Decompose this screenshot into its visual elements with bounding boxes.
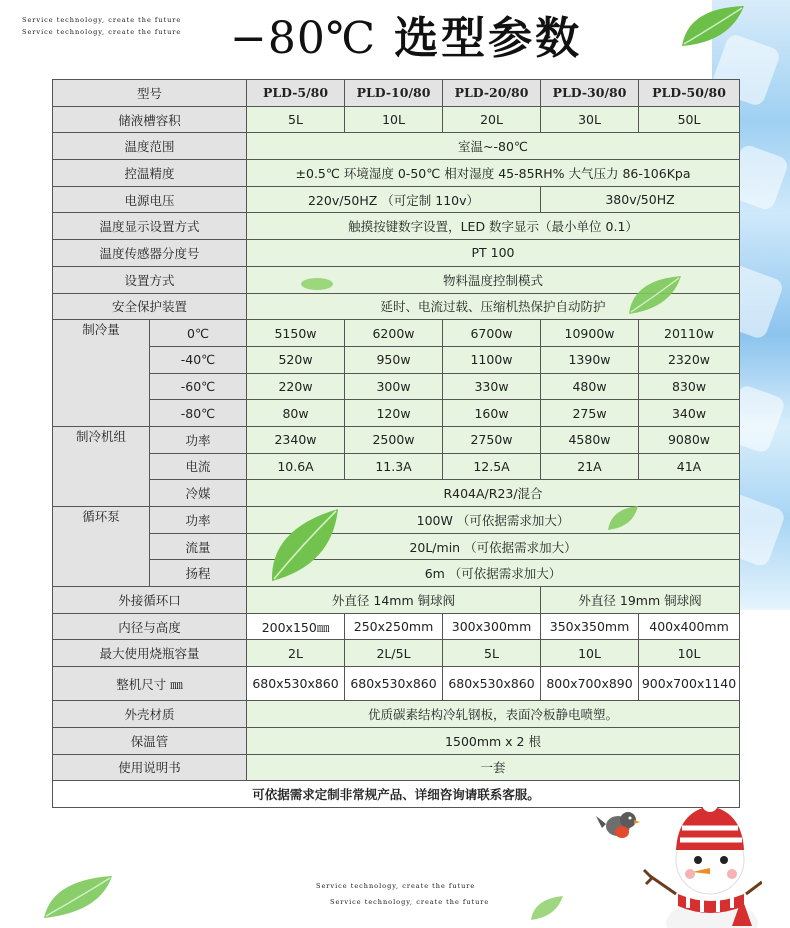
- value-cell: 6700w: [443, 320, 541, 347]
- table-row-sensor: [53, 240, 740, 267]
- table-row-unit-current: [53, 453, 740, 480]
- row-label: 型号: [53, 80, 247, 107]
- value-cell: 2L/5L: [345, 640, 443, 667]
- page-title: [230, 2, 582, 66]
- value-cell: 20L/min （可依据需求加大）: [247, 533, 740, 560]
- value-cell: 300x300mm: [443, 613, 541, 640]
- row-label: 安全保护装置: [53, 293, 247, 320]
- table-row-inner: [53, 613, 740, 640]
- table-row-shell: [53, 701, 740, 728]
- value-cell: 200x150㎜: [247, 613, 345, 640]
- value-cell: 41A: [639, 453, 740, 480]
- sub-label: 流量: [150, 533, 247, 560]
- value-cell: 160w: [443, 400, 541, 427]
- value-cell: 520w: [247, 346, 345, 373]
- row-label: 保温管: [53, 727, 247, 754]
- row-group-label: 制冷机组: [53, 426, 150, 506]
- row-label: 温度范围: [53, 133, 247, 160]
- row-label: 最大使用烧瓶容量: [53, 640, 247, 667]
- value-cell: R404A/R23/混合: [247, 480, 740, 507]
- value-cell: 10L: [541, 640, 639, 667]
- table-row-ext: [53, 587, 740, 614]
- sub-label: 0℃: [150, 320, 247, 347]
- table-row-manual: [53, 754, 740, 781]
- header-tagline-2: Service technology, create the future: [22, 28, 182, 36]
- header-tagline-1: Service technology, create the future: [22, 16, 182, 24]
- table-row-power: [53, 186, 740, 213]
- row-label: 使用说明书: [53, 754, 247, 781]
- leaf-icon: [300, 276, 334, 292]
- title-temperature: −80℃: [230, 13, 377, 64]
- value-cell: 4580w: [541, 426, 639, 453]
- value-cell: 250x250mm: [345, 613, 443, 640]
- value-cell: 2500w: [345, 426, 443, 453]
- value-cell: 20110w: [639, 320, 740, 347]
- value-cell: 340w: [639, 400, 740, 427]
- value-cell: 50L: [639, 106, 740, 133]
- value-cell: 1390w: [541, 346, 639, 373]
- value-cell: 触摸按键数字设置，LED 数字显示（最小单位 0.1）: [247, 213, 740, 240]
- sub-label: -60℃: [150, 373, 247, 400]
- row-label: 控温精度: [53, 160, 247, 187]
- row-label: 温度传感器分度号: [53, 240, 247, 267]
- value-cell: 6m （可依据需求加大）: [247, 560, 740, 587]
- leaf-icon: [266, 505, 342, 585]
- value-cell: 5L: [443, 640, 541, 667]
- title-text: 选型参数: [394, 13, 583, 64]
- value-cell: 220w: [247, 373, 345, 400]
- row-label: 储液槽容积: [53, 106, 247, 133]
- value-cell: 延时、电流过载、压缩机热保护自动防护: [247, 293, 740, 320]
- value-cell: 物料温度控制模式: [247, 266, 740, 293]
- table-row-display: [53, 213, 740, 240]
- value-cell: 100W （可依据需求加大）: [247, 507, 740, 534]
- value-cell: ±0.5℃ 环境湿度 0-50℃ 相对湿度 45-85RH% 大气压力 86-106Kpa: [247, 160, 740, 187]
- row-label: 整机尺寸 ㎜: [53, 667, 247, 701]
- value-cell: 300w: [345, 373, 443, 400]
- value-cell: 900x700x1140: [639, 667, 740, 701]
- footer-note: 可依据需求定制非常规产品、详细咨询请联系客服。: [53, 781, 740, 808]
- value-cell: 9080w: [639, 426, 740, 453]
- row-label: 外接循环口: [53, 587, 247, 614]
- model-cell: PLD-30/80: [541, 80, 639, 107]
- value-cell: 11.3A: [345, 453, 443, 480]
- table-row-unit-power: [53, 426, 740, 453]
- row-label: 温度显示设置方式: [53, 213, 247, 240]
- value-cell: 5L: [247, 106, 345, 133]
- table-row-cooling-3: [53, 400, 740, 427]
- value-cell: 80w: [247, 400, 345, 427]
- value-cell: 2L: [247, 640, 345, 667]
- snowman-illustration: [592, 798, 762, 928]
- value-cell: 380v/50HZ: [541, 186, 740, 213]
- leaf-icon: [625, 272, 685, 318]
- sub-label: -80℃: [150, 400, 247, 427]
- model-cell: PLD-10/80: [345, 80, 443, 107]
- table-row-pump-head: [53, 560, 740, 587]
- value-cell: 680x530x860: [345, 667, 443, 701]
- sub-label: 扬程: [150, 560, 247, 587]
- value-cell: 330w: [443, 373, 541, 400]
- value-cell: 10L: [345, 106, 443, 133]
- spec-table: [52, 79, 740, 808]
- value-cell: 21A: [541, 453, 639, 480]
- table-row-model: [53, 80, 740, 107]
- leaf-icon: [40, 872, 116, 922]
- value-cell: 10.6A: [247, 453, 345, 480]
- table-row-precision: [53, 160, 740, 187]
- sub-label: 电流: [150, 453, 247, 480]
- model-cell: PLD-50/80: [639, 80, 740, 107]
- table-row-tube: [53, 727, 740, 754]
- value-cell: 外直径 19mm 铜球阀: [541, 587, 740, 614]
- value-cell: 20L: [443, 106, 541, 133]
- row-label: 外壳材质: [53, 701, 247, 728]
- value-cell: 275w: [541, 400, 639, 427]
- value-cell: 室温~-80℃: [247, 133, 740, 160]
- table-row-pump-flow: [53, 533, 740, 560]
- value-cell: 5150w: [247, 320, 345, 347]
- table-row-tank: [53, 106, 740, 133]
- leaf-icon: [605, 503, 641, 533]
- row-group-label: 制冷量: [53, 320, 150, 427]
- value-cell: 350x350mm: [541, 613, 639, 640]
- footer-tagline-1: Service technology, create the future: [316, 882, 476, 890]
- value-cell: 1500mm x 2 根: [247, 727, 740, 754]
- table-row-cooling-0: [53, 320, 740, 347]
- value-cell: 6200w: [345, 320, 443, 347]
- leaf-icon: [678, 2, 748, 50]
- value-cell: 950w: [345, 346, 443, 373]
- value-cell: 30L: [541, 106, 639, 133]
- row-label: 内径与高度: [53, 613, 247, 640]
- value-cell: 2340w: [247, 426, 345, 453]
- row-label: 设置方式: [53, 266, 247, 293]
- leaf-icon: [528, 893, 566, 923]
- value-cell: 680x530x860: [443, 667, 541, 701]
- sub-label: 冷媒: [150, 480, 247, 507]
- value-cell: 1100w: [443, 346, 541, 373]
- value-cell: 10L: [639, 640, 740, 667]
- sub-label: -40℃: [150, 346, 247, 373]
- value-cell: 830w: [639, 373, 740, 400]
- row-label: 电源电压: [53, 186, 247, 213]
- row-group-label: 循环泵: [53, 507, 150, 587]
- sub-label: 功率: [150, 507, 247, 534]
- value-cell: 优质碳素结构冷轧钢板，表面冷板静电喷塑。: [247, 701, 740, 728]
- value-cell: 12.5A: [443, 453, 541, 480]
- value-cell: PT 100: [247, 240, 740, 267]
- value-cell: 2750w: [443, 426, 541, 453]
- table-row-cooling-2: [53, 373, 740, 400]
- value-cell: 2320w: [639, 346, 740, 373]
- value-cell: 120w: [345, 400, 443, 427]
- value-cell: 220v/50HZ （可定制 110v）: [247, 186, 541, 213]
- model-cell: PLD-5/80: [247, 80, 345, 107]
- value-cell: 外直径 14mm 铜球阀: [247, 587, 541, 614]
- model-cell: PLD-20/80: [443, 80, 541, 107]
- value-cell: 400x400mm: [639, 613, 740, 640]
- value-cell: 一套: [247, 754, 740, 781]
- sub-label: 功率: [150, 426, 247, 453]
- value-cell: 480w: [541, 373, 639, 400]
- table-row-temp-range: [53, 133, 740, 160]
- table-row-cooling-1: [53, 346, 740, 373]
- table-row-flask: [53, 640, 740, 667]
- value-cell: 680x530x860: [247, 667, 345, 701]
- value-cell: 800x700x890: [541, 667, 639, 701]
- footer-tagline-2: Service technology, create the future: [330, 898, 490, 906]
- value-cell: 10900w: [541, 320, 639, 347]
- table-row-size: [53, 667, 740, 701]
